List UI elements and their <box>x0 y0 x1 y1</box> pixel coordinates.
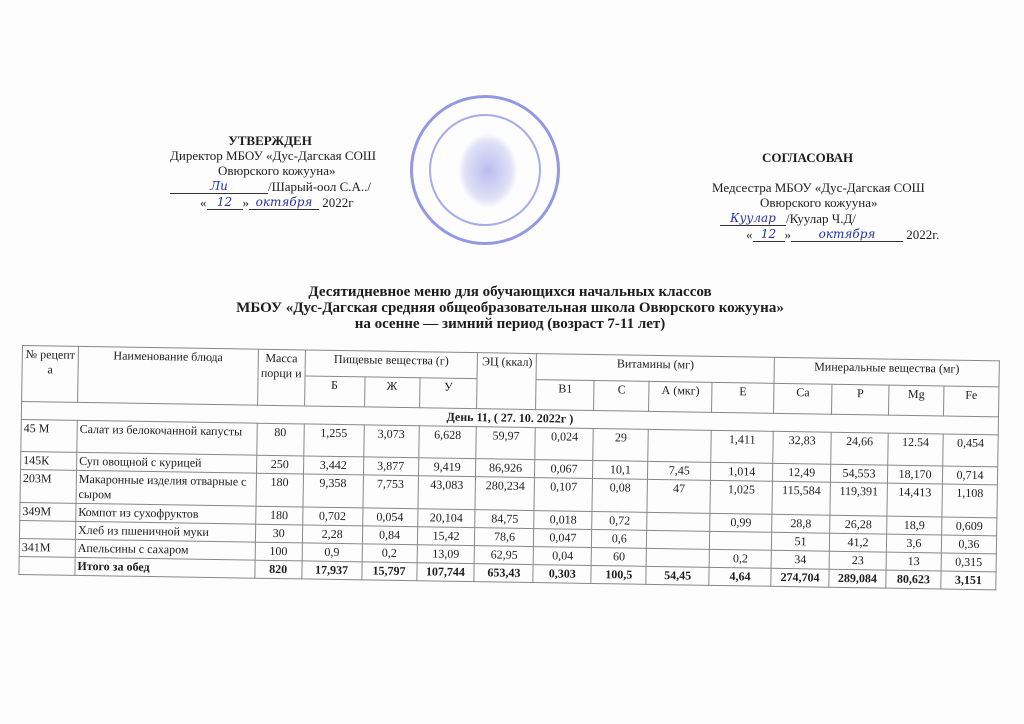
cell-zh: 0,84 <box>362 526 417 545</box>
total-c: 100,5 <box>591 565 646 584</box>
cell-e: 1,025 <box>710 480 772 514</box>
header-carbs: У <box>419 378 477 409</box>
cell-b1: 0,04 <box>534 547 592 566</box>
cell-name: Хлеб из пшеничной муки <box>75 521 255 542</box>
menu-table <box>18 345 999 590</box>
cell-p: 24,66 <box>831 432 888 465</box>
cell-u: 9,419 <box>418 458 476 477</box>
day-label: День 11, ( 27. 10. 2022г ) <box>21 402 998 435</box>
cell-mg: 14,413 <box>887 483 942 517</box>
cell-p: 119,391 <box>830 482 887 516</box>
approval-month-line <box>249 194 319 210</box>
cell-fe: 0,454 <box>943 434 999 467</box>
cell-c: 0,08 <box>592 478 647 512</box>
cell-b1: 0,024 <box>535 428 593 461</box>
cell-a <box>646 548 709 567</box>
cell-c: 10,1 <box>593 460 648 479</box>
cell-b: 0,702 <box>302 507 362 526</box>
cell-a <box>647 512 710 531</box>
cell-ca: 34 <box>771 550 829 569</box>
approval-line2: Овюрского кожууна» <box>218 163 336 178</box>
cell-c: 29 <box>593 428 648 461</box>
agreement-date-month: октября <box>818 227 876 241</box>
cell-b1: 0,067 <box>535 460 593 479</box>
total-mg: 80,623 <box>886 570 941 589</box>
cell-mass: 180 <box>256 473 303 507</box>
cell-u: 15,42 <box>417 527 475 546</box>
cell-fe: 0,315 <box>941 553 996 572</box>
cell-fe: 0,714 <box>942 466 997 485</box>
cell-recipe: 45 М <box>21 419 77 452</box>
agreement-heading: СОГЛАСОВАН <box>762 150 854 165</box>
cell-e: 0,2 <box>709 549 771 568</box>
title-line2: МБОУ «Дус-Дагская средняя общеобразовательная школа Овюрского кожууна» <box>236 300 784 316</box>
total-b: 17,937 <box>302 561 362 580</box>
cell-c: 0,72 <box>592 511 647 530</box>
cell-mg: 12.54 <box>888 433 943 466</box>
cell-ec: 86,926 <box>476 459 535 478</box>
cell-zh: 0,2 <box>362 544 417 563</box>
header-protein: Б <box>304 376 364 407</box>
cell-mass: 180 <box>255 506 302 525</box>
cell-recipe: 349М <box>20 502 76 521</box>
agreement-line2: Овюрского кожууна» <box>760 195 878 210</box>
cell-b: 9,358 <box>303 474 363 508</box>
cell-zh: 0,054 <box>362 508 417 527</box>
approval-signature-name: /Шарый-оол С.А../ <box>268 179 372 194</box>
cell-zh: 3,073 <box>363 425 418 458</box>
cell-e: 1,411 <box>711 430 773 463</box>
cell-name: Макаронные изделия отварные с сыром <box>76 470 256 506</box>
total-p: 289,084 <box>829 569 886 588</box>
cell-mg: 3,6 <box>886 534 941 553</box>
cell-mg: 18,9 <box>887 516 942 535</box>
cell-recipe: 145К <box>21 451 77 470</box>
total-a: 54,45 <box>646 566 709 585</box>
cell-b1: 0,018 <box>534 511 592 530</box>
cell-u: 13,09 <box>417 545 475 564</box>
cell-ca: 28,8 <box>772 514 830 533</box>
header-energy: ЭЦ (ккал) <box>477 353 537 410</box>
document-title <box>120 284 900 332</box>
agreement-signature: Куулар <box>730 211 776 225</box>
cell-b: 1,255 <box>303 424 363 457</box>
cell-p: 54,553 <box>831 464 888 483</box>
cell-p: 23 <box>829 551 886 570</box>
header-recipe-no: № рецепт а <box>22 346 79 403</box>
total-b1: 0,303 <box>533 565 591 584</box>
cell-e: 0,99 <box>710 513 772 532</box>
cell-ec: 62,95 <box>475 546 534 565</box>
cell-name: Суп овощной с курицей <box>76 452 256 473</box>
cell-ec: 84,75 <box>475 510 534 529</box>
total-label: Итого за обед <box>75 557 255 578</box>
header-nutrients-group: Пищевые вещества (г) <box>305 350 478 379</box>
cell-c: 0,6 <box>592 529 647 548</box>
cell-recipe <box>19 520 75 539</box>
cell-a <box>648 429 711 462</box>
cell-b: 2,28 <box>302 525 362 544</box>
cell-e: 1,014 <box>711 462 773 481</box>
cell-b: 0,9 <box>302 543 362 562</box>
total-fe: 3,151 <box>941 571 996 590</box>
cell-u: 6,628 <box>418 426 476 459</box>
agreement-day-line <box>753 226 785 242</box>
cell-fe: 0,609 <box>942 517 997 536</box>
header-mg: Mg <box>889 385 944 416</box>
cell-a: 47 <box>647 479 710 513</box>
approval-signature-line <box>170 178 268 194</box>
agreement-signature-line <box>720 210 786 226</box>
total-u: 107,744 <box>416 563 474 582</box>
cell-ec: 78,6 <box>475 528 534 547</box>
header-dish-name: Наименование блюда <box>78 346 259 405</box>
total-ec: 653,43 <box>474 564 533 583</box>
title-line3: на осенне — зимний период (возраст 7-11 лет) <box>354 316 666 332</box>
approval-date-year: 2022г <box>322 195 354 210</box>
cell-b1: 0,047 <box>534 529 592 548</box>
cell-u: 43,083 <box>418 476 476 510</box>
approval-signature: Ли <box>210 179 228 193</box>
header-p: P <box>832 384 889 415</box>
cell-mass: 30 <box>255 524 302 543</box>
agreement-signature-name: /Куулар Ч.Д/ <box>786 211 856 226</box>
cell-ec: 280,234 <box>475 477 534 511</box>
cell-name: Апельсины с сахаром <box>75 539 255 560</box>
agreement-date-year: 2022г. <box>906 227 940 242</box>
cell-ca: 12,49 <box>773 463 831 482</box>
header-ca: Ca <box>774 383 832 414</box>
agreement-block: СОГЛАСОВАН Медсестра МБОУ «Дус-Дагская СОШ Овюрского кожууна» Куулар /Куулар Ч.Д/ « 12 » октября 2022г. <box>712 150 1002 242</box>
official-stamp <box>410 95 560 245</box>
cell-mass: 250 <box>256 455 303 474</box>
agreement-month-line <box>791 226 903 242</box>
header-e: E <box>712 382 774 413</box>
total-ca: 274,704 <box>771 568 829 587</box>
approval-heading: УТВЕРЖДЕН <box>228 133 312 148</box>
cell-ca: 51 <box>771 532 829 551</box>
cell-ec: 59,97 <box>476 427 535 460</box>
total-zh: 15,797 <box>361 562 416 581</box>
header-fe: Fe <box>943 386 998 417</box>
cell-zh: 7,753 <box>363 475 418 509</box>
approval-line1: Директор МБОУ «Дус-Дагская СОШ <box>170 148 377 163</box>
cell-p: 26,28 <box>830 515 887 534</box>
approval-date-month: октября <box>255 195 313 209</box>
total-empty <box>19 556 75 575</box>
cell-e <box>710 531 772 550</box>
cell-mass: 100 <box>255 542 302 561</box>
cell-c: 60 <box>591 547 646 566</box>
header-b1: B1 <box>536 380 594 411</box>
cell-b: 3,442 <box>303 456 363 475</box>
cell-name: Компот из сухофруктов <box>76 503 256 524</box>
cell-fe: 1,108 <box>942 484 998 518</box>
title-line1: Десятидневное меню для обучающихся начальных классов <box>308 284 712 300</box>
cell-ca: 32,83 <box>773 431 831 464</box>
cell-name: Салат из белокочанной капусты <box>77 420 257 455</box>
header-vitamins-group: Витамины (мг) <box>536 354 774 384</box>
approval-day-line <box>207 194 243 210</box>
cell-p: 41,2 <box>829 533 886 552</box>
cell-mg: 18,170 <box>887 465 942 484</box>
header-minerals-group: Минеральные вещества (мг) <box>774 357 999 387</box>
cell-ca: 115,584 <box>772 481 830 515</box>
eagle-emblem-icon <box>458 133 518 208</box>
cell-u: 20,104 <box>417 509 475 528</box>
cell-zh: 3,877 <box>363 457 418 476</box>
approval-date-day: 12 <box>216 195 233 209</box>
agreement-line1: Медсестра МБОУ «Дус-Дагская СОШ <box>712 180 925 195</box>
cell-fe: 0,36 <box>941 535 996 554</box>
cell-mg: 13 <box>886 552 941 571</box>
cell-a: 7,45 <box>648 461 711 480</box>
header-fat: Ж <box>364 377 419 408</box>
agreement-date-day: 12 <box>760 227 777 241</box>
total-mass: 820 <box>255 560 302 579</box>
cell-recipe: 203М <box>20 469 76 503</box>
cell-mass: 80 <box>256 423 303 456</box>
cell-recipe: 341М <box>19 538 75 557</box>
total-e: 4,64 <box>709 567 771 586</box>
header-a: А (мкг) <box>649 381 712 412</box>
cell-b1: 0,107 <box>534 478 592 512</box>
header-c: C <box>594 380 649 411</box>
header-mass: Масса порци и <box>257 349 305 406</box>
approval-block: УТВЕРЖДЕН Директор МБОУ «Дус-Дагская СОШ Овюрского кожууна» Ли /Шарый-оол С.А../ « 12 » октября 2022г <box>170 133 400 210</box>
cell-a <box>647 530 710 549</box>
